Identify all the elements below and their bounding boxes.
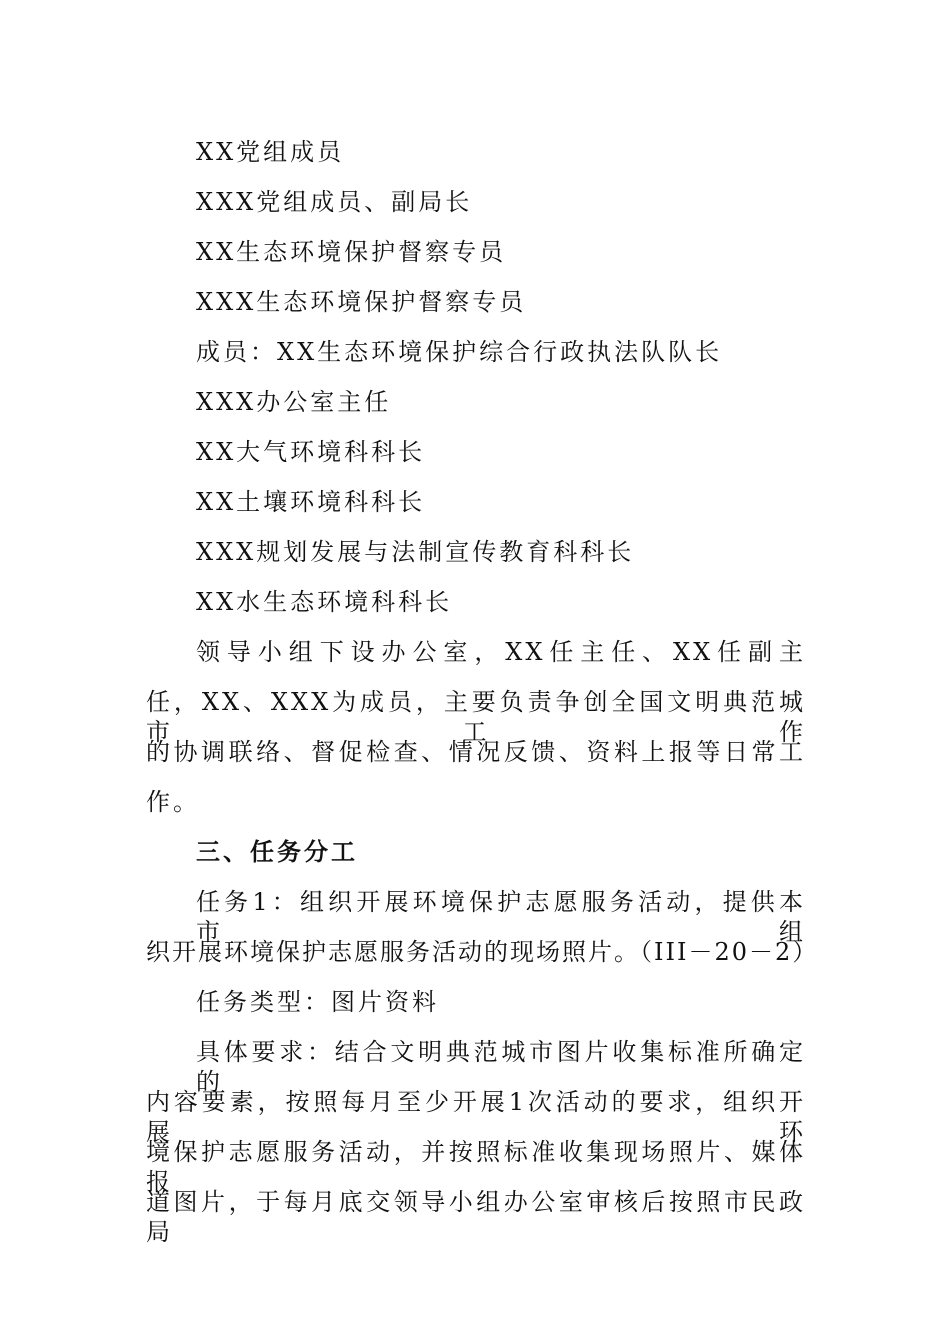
- member-line-10: XX水生态环境科科长: [196, 588, 453, 616]
- member-line-8: XX土壤环境科科长: [196, 488, 426, 516]
- member-line-3: XX生态环境保护督察专员: [196, 238, 507, 266]
- requirements-line-4: 道图片，于每月底交领导小组办公室审核后按照市民政局: [146, 1188, 806, 1246]
- office-paragraph-line-1: 领导小组下设办公室，XX任主任、XX任副主: [196, 638, 806, 666]
- member-line-9: XXX规划发展与法制宣传教育科科长: [196, 538, 635, 566]
- member-line-1: XX党组成员: [196, 138, 345, 166]
- task-type: 任务类型：图片资料: [196, 988, 439, 1016]
- member-line-6: XXX办公室主任: [196, 388, 392, 416]
- task1-line-2: 织开展环境保护志愿服务活动的现场照片。（III－20－2）: [146, 938, 819, 966]
- requirements-line-2: 内容要素，按照每月至少开展1次活动的要求，组织开展环: [146, 1088, 806, 1146]
- requirements-line-1: 具体要求：结合文明典范城市图片收集标准所确定的: [196, 1038, 806, 1096]
- member-line-7: XX大气环境科科长: [196, 438, 426, 466]
- task1-line-1: 任务1：组织开展环境保护志愿服务活动，提供本市组: [196, 888, 806, 946]
- section-heading: 三、任务分工: [196, 838, 358, 866]
- member-line-2: XXX党组成员、副局长: [196, 188, 473, 216]
- member-line-5: 成员：XX生态环境保护综合行政执法队队长: [196, 338, 723, 366]
- member-line-4: XXX生态环境保护督察专员: [196, 288, 527, 316]
- office-paragraph-line-4: 作。: [146, 788, 200, 816]
- office-paragraph-line-3: 的协调联络、督促检查、情况反馈、资料上报等日常工: [146, 738, 806, 766]
- office-paragraph-line-2: 任，XX、XXX为成员，主要负责争创全国文明典范城市工作: [146, 688, 806, 746]
- requirements-line-3: 境保护志愿服务活动，并按照标准收集现场照片、媒体报: [146, 1138, 806, 1196]
